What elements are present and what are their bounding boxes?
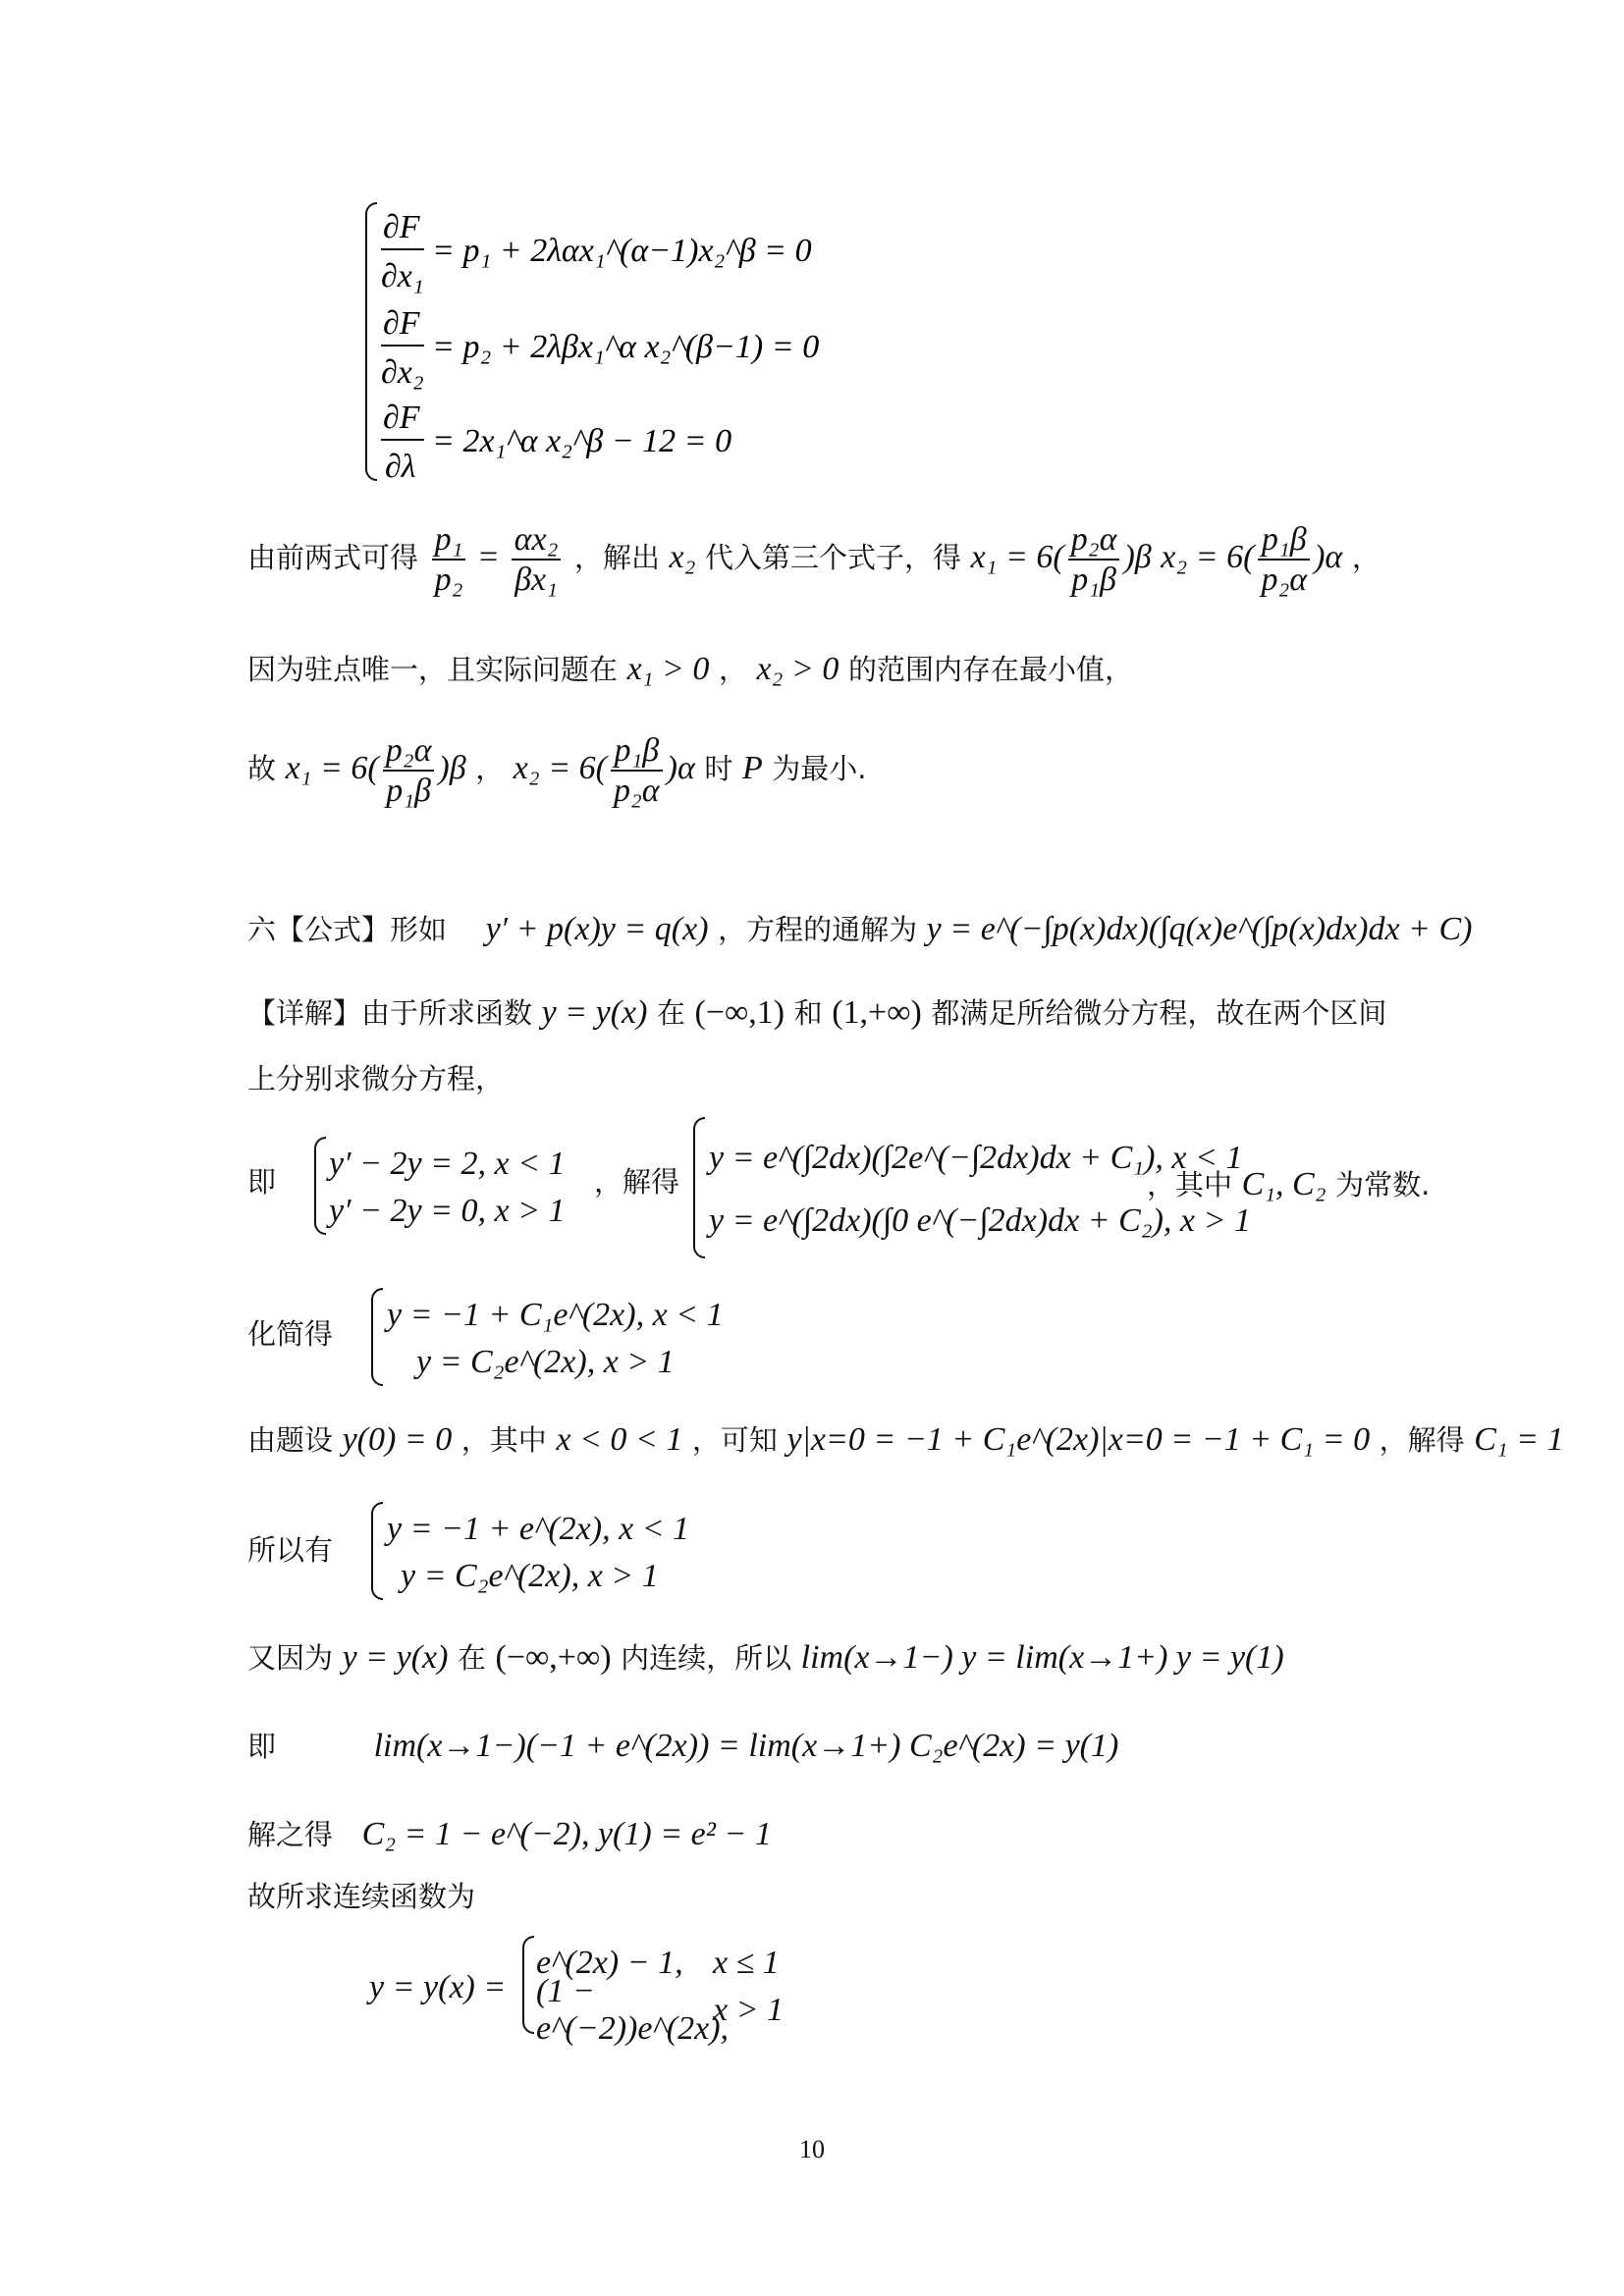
text: 又因为 xyxy=(247,1641,334,1675)
math: y′ + p(x)y = q(x) xyxy=(485,911,709,947)
text: ，可知 xyxy=(691,1423,778,1457)
math: (−∞,1) xyxy=(694,994,785,1031)
para-3 xyxy=(247,731,866,810)
para-1 xyxy=(247,520,1380,599)
text: ， xyxy=(1351,541,1380,575)
r2-rhs: = p₂ + 2λβx₁^α x₂^(β−1) = 0 xyxy=(432,329,820,365)
sys-row: y = C₂e^(2x), x > 1 xyxy=(401,1558,659,1594)
sys-row xyxy=(536,1973,785,2047)
final-system xyxy=(536,1940,785,2047)
math: x₂ > 0 xyxy=(756,651,839,687)
final-lhs: y = y(x) = xyxy=(369,1969,507,2005)
math: C₂ = 1 − e^(−2), y(1) = e² − 1 xyxy=(361,1816,772,1852)
sys-row: y = C₂e^(2x), x > 1 xyxy=(416,1344,675,1380)
sys-row: y′ − 2y = 2, x < 1 xyxy=(329,1146,566,1182)
para-7-mid xyxy=(594,1165,680,1199)
piece-expr: e^(2x) − 1, xyxy=(536,1945,683,1981)
text: 即 xyxy=(247,1730,277,1763)
text: 内连续，所以 xyxy=(621,1641,792,1675)
text: 在 xyxy=(656,996,685,1030)
r2-num: ∂F xyxy=(383,305,420,342)
text: ，解得 xyxy=(1379,1423,1465,1457)
math: y(0) = 0 xyxy=(342,1421,453,1458)
fraction: $\frac{\text{p₁β}}{\text{p₂α}}$ xyxy=(611,731,663,810)
equals: = xyxy=(478,539,499,576)
math: )α xyxy=(666,750,695,787)
math: y|x=0 = −1 + C₁e^(2x)|x=0 = −1 + C₁ = 0 xyxy=(786,1421,1371,1458)
text: 在 xyxy=(457,1641,486,1675)
system-2 xyxy=(329,1141,566,1235)
para-10-label xyxy=(247,1533,334,1567)
math: x₂ = 6( xyxy=(1161,539,1255,576)
piece-cond: x > 1 xyxy=(713,1992,785,2028)
text: 由前两式可得 xyxy=(247,541,419,575)
left-brace xyxy=(693,1117,705,1258)
para-9 xyxy=(247,1423,1564,1457)
fraction: $\frac{\text{αx₂}}{\text{βx₁}}$ xyxy=(512,520,562,599)
text: 所以有 xyxy=(247,1533,334,1567)
left-brace xyxy=(522,1936,534,2034)
para-14 xyxy=(247,1880,476,1913)
math: x₁ > 0 xyxy=(626,651,710,687)
math: x₂ = 6( xyxy=(513,750,607,787)
text: 代入第三个式子，得 xyxy=(705,541,962,575)
text: 时 xyxy=(704,752,733,786)
piece-expr: (1 − e^(−2))e^(2x), xyxy=(536,1973,730,2047)
text: 解之得 xyxy=(247,1818,334,1851)
para-2 xyxy=(247,653,1133,686)
math: )α xyxy=(1314,539,1343,576)
para-13 xyxy=(247,1818,772,1851)
r3-den: ∂λ xyxy=(385,449,416,485)
text: 上分别求微分方程， xyxy=(247,1062,505,1095)
fraction: $\frac{\text{p₁β}}{\text{p₂α}}$ xyxy=(1258,520,1310,599)
text: ，方程的通解为 xyxy=(718,913,918,946)
r1-den: ∂x₁ xyxy=(381,258,424,294)
math: )β xyxy=(438,750,466,787)
text: 的范围内存在最小值， xyxy=(847,653,1133,686)
text: ，其中 xyxy=(1147,1168,1233,1201)
text: ，解得 xyxy=(594,1165,680,1199)
math: y = y(x) xyxy=(541,994,648,1031)
math: P xyxy=(741,750,763,787)
r1-num: ∂F xyxy=(383,209,420,245)
fraction: $\frac{\text{p₁}}{\text{p₂}}$ xyxy=(432,520,466,599)
text: 故 xyxy=(247,752,277,786)
text: 【详解】由于所求函数 xyxy=(247,996,533,1030)
left-brace xyxy=(371,1502,383,1600)
text: 由题设 xyxy=(247,1423,334,1457)
text: ，解出 xyxy=(573,541,660,575)
left-brace xyxy=(371,1288,383,1386)
math: C₁ = 1 xyxy=(1474,1421,1564,1458)
text: 为常数. xyxy=(1335,1168,1431,1201)
text: 都满足所给微分方程，故在两个区间 xyxy=(931,996,1387,1030)
text: ，其中 xyxy=(460,1423,547,1457)
text: 因为驻点唯一，且实际问题在 xyxy=(247,653,619,686)
left-brace xyxy=(314,1137,326,1235)
para-7-label xyxy=(247,1165,277,1199)
text: 故所求连续函数为 xyxy=(247,1880,476,1913)
text: 化简得 xyxy=(247,1317,334,1351)
math: )β xyxy=(1123,539,1152,576)
math: C₁, C₂ xyxy=(1241,1166,1326,1202)
text: 六【公式】形如 xyxy=(247,913,448,946)
text: 为最小. xyxy=(772,752,867,786)
page-number: 10 xyxy=(799,2135,825,2163)
r1-rhs: = p₁ + 2λαx₁^(α−1)x₂^β = 0 xyxy=(432,233,812,269)
para-5 xyxy=(247,996,1386,1030)
para-6 xyxy=(247,1062,505,1095)
r3-rhs: = 2x₁^α x₂^β − 12 = 0 xyxy=(432,423,732,459)
math: (−∞,+∞) xyxy=(495,1639,612,1676)
para-12 xyxy=(247,1730,1118,1763)
text: 和 xyxy=(793,996,823,1030)
fraction: $\frac{\text{p₂α}}{\text{p₁β}}$ xyxy=(1068,520,1120,599)
system-4 xyxy=(387,1292,724,1386)
math: lim(x→1−)(−1 + e^(2x)) = lim(x→1+) C₂e^(2x) = y(1) xyxy=(373,1728,1119,1764)
piece-cond: x ≤ 1 xyxy=(713,1945,780,1981)
fraction: $\frac{\text{p₂α}}{\text{p₁β}}$ xyxy=(383,731,435,810)
sys-row: y = −1 + e^(2x), x < 1 xyxy=(387,1511,690,1547)
text: ， xyxy=(718,653,747,686)
sys-row: y = e^(∫2dx)(∫0 e^(−∫2dx)dx + C₂), x > 1 xyxy=(709,1202,1251,1239)
math: x < 0 < 1 xyxy=(556,1421,683,1458)
math: (1,+∞) xyxy=(832,994,922,1031)
para-11 xyxy=(247,1641,1284,1675)
sys-row: y = e^(∫2dx)(∫2e^(−∫2dx)dx + C₁), x < 1 xyxy=(709,1140,1243,1176)
text: ， xyxy=(475,752,505,786)
sys-row: y′ − 2y = 0, x > 1 xyxy=(329,1193,566,1229)
para-4 xyxy=(247,913,1472,946)
math: y = y(x) xyxy=(342,1639,449,1676)
para-8-label xyxy=(247,1317,334,1351)
r3-num: ∂F xyxy=(383,400,420,436)
text: 即 xyxy=(247,1165,277,1199)
math: x₁ = 6( xyxy=(970,539,1064,576)
para-7-tail xyxy=(1147,1168,1430,1201)
sys-row: y = −1 + C₁e^(2x), x < 1 xyxy=(387,1297,724,1333)
math: lim(x→1−) y = lim(x→1+) y = y(1) xyxy=(800,1639,1284,1676)
eq-system-1 xyxy=(373,196,1060,491)
math: x₂ xyxy=(669,539,696,576)
r2-den: ∂x₂ xyxy=(381,354,424,391)
system-5 xyxy=(387,1506,689,1600)
math: x₁ = 6( xyxy=(285,750,379,787)
math: y = e^(−∫p(x)dx)(∫q(x)e^(∫p(x)dx)dx + C) xyxy=(926,911,1473,947)
